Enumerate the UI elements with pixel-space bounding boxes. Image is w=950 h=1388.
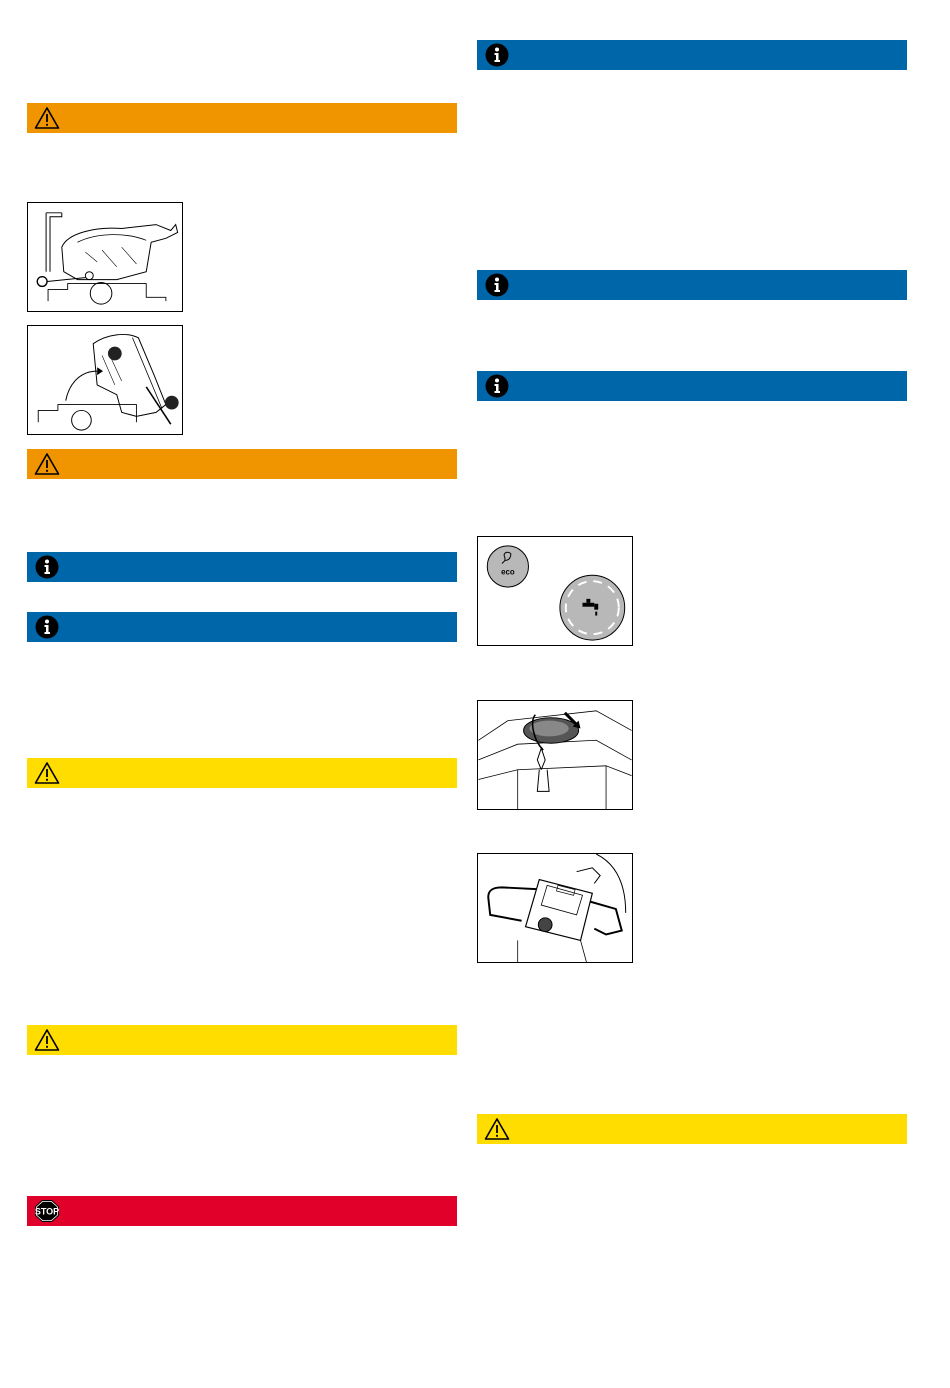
info-banner: [477, 270, 907, 300]
info-banner: [27, 552, 457, 582]
caution-banner: [27, 1025, 457, 1055]
warning-triangle-icon: [34, 761, 60, 785]
svg-text:eco: eco: [501, 567, 515, 577]
warning-triangle-icon: [34, 452, 60, 476]
warning-banner: [27, 449, 457, 479]
info-icon: [34, 615, 60, 639]
warning-triangle-icon: [34, 1028, 60, 1052]
caution-banner: [477, 1114, 907, 1144]
svg-text:STOP: STOP: [34, 1206, 60, 1217]
stop-sign-icon: [34, 1199, 60, 1223]
warning-banner: [27, 103, 457, 133]
hex-key-seat-illustration: [27, 202, 183, 312]
tank-cap-illustration: [477, 700, 633, 810]
info-icon: [484, 273, 510, 297]
eco-button-illustration: [477, 536, 633, 646]
info-banner: [477, 40, 907, 70]
info-icon: [484, 374, 510, 398]
info-icon: [34, 555, 60, 579]
caution-banner: [27, 758, 457, 788]
danger-banner: [27, 1196, 457, 1226]
info-icon: [484, 43, 510, 67]
warning-triangle-icon: [34, 106, 60, 130]
seat-tilt-illustration: [27, 325, 183, 435]
info-banner: [27, 612, 457, 642]
warning-triangle-icon: [484, 1117, 510, 1141]
control-panel-illustration: [477, 853, 633, 963]
info-banner: [477, 371, 907, 401]
